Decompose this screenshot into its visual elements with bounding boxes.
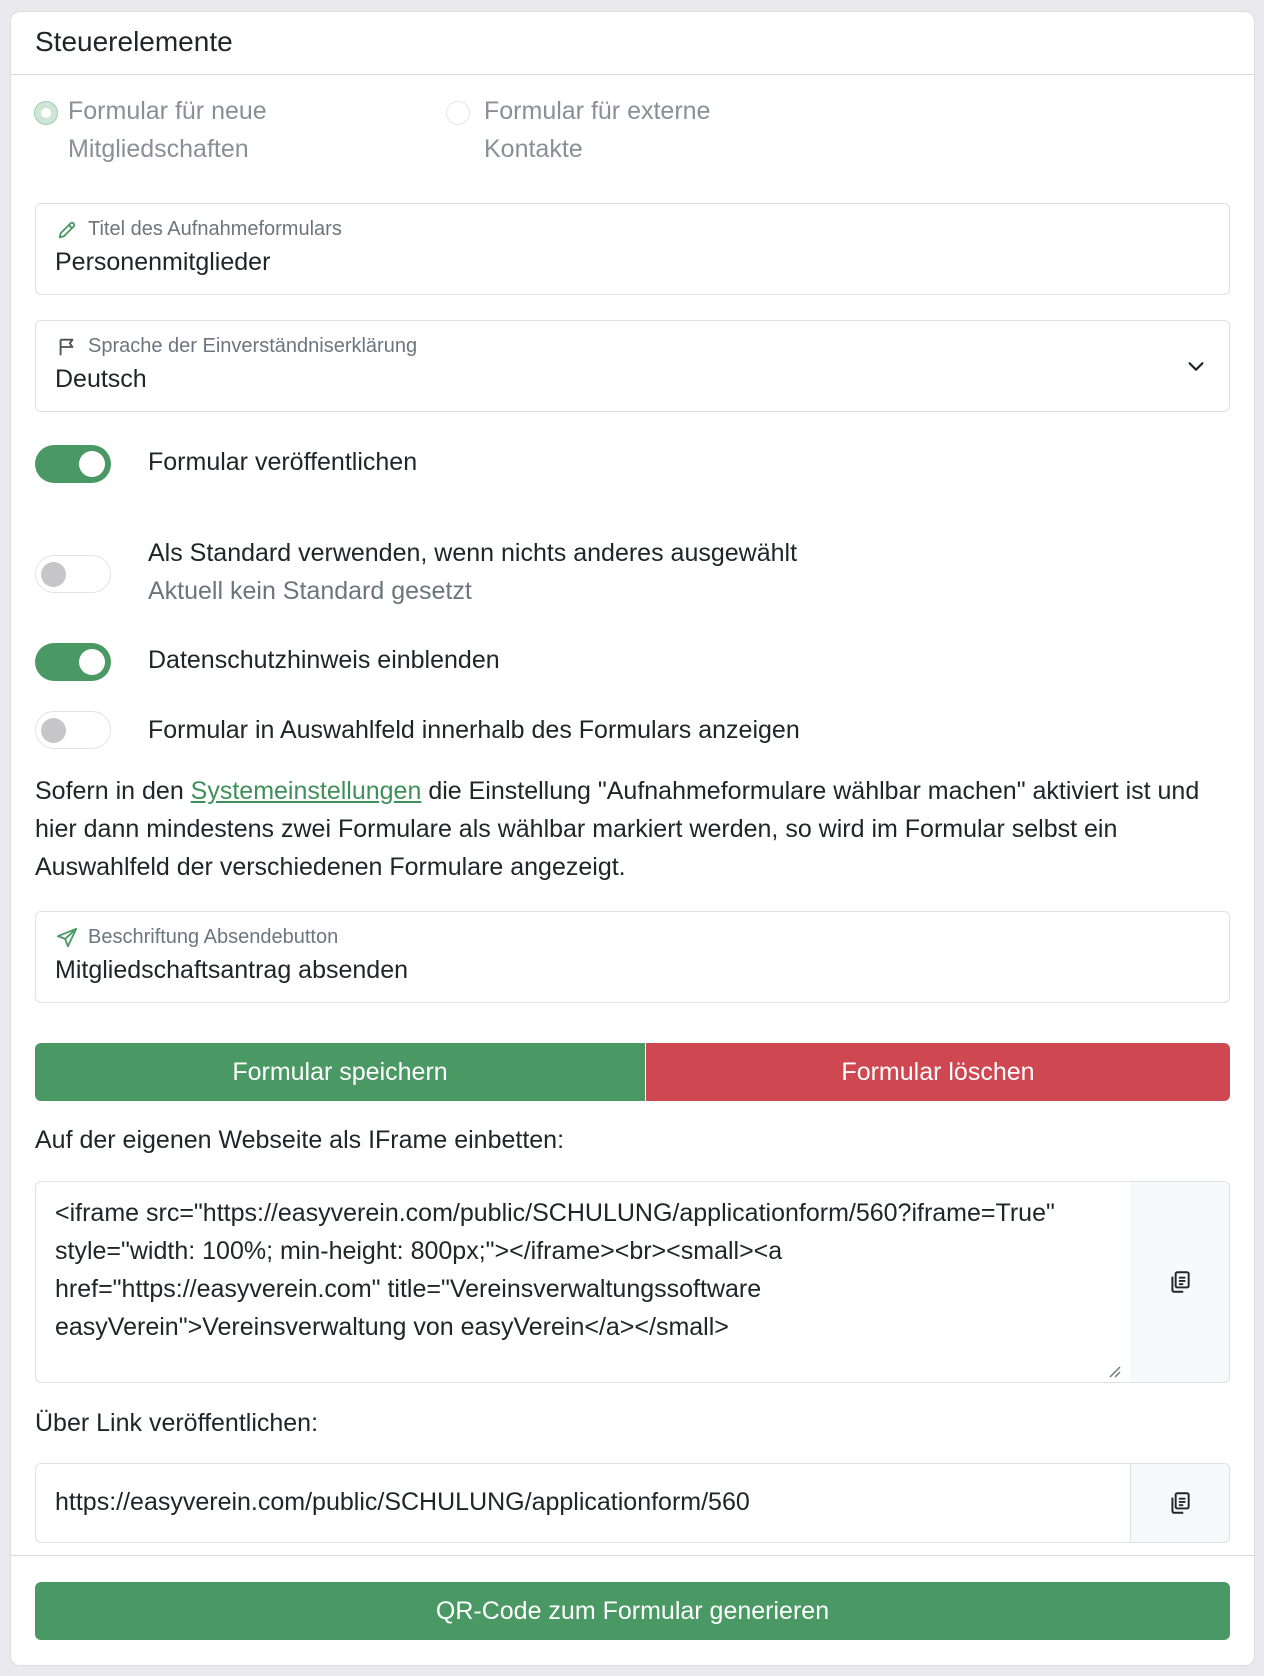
info-text-before: Sofern in den <box>35 777 191 805</box>
info-text-after: die Einstellung "Aufnahmeformulare wählbar machen" aktiviert ist und hier dann mindestens zwei Formulare als wählbar markiert werden, so wird im Formular selbst ein Auswahlfeld der verschiedenen Formulare angezeigt. <box>35 777 1200 881</box>
toggle-default-sublabel: Aktuell kein Standard gesetzt <box>148 577 472 605</box>
info-text <box>35 772 1235 886</box>
footer-divider <box>11 1555 1254 1556</box>
toggle-privacy[interactable] <box>35 643 111 681</box>
flag-icon <box>56 336 78 358</box>
form-title-input[interactable]: Personenmitglieder <box>55 248 271 276</box>
submit-label-label <box>56 926 338 949</box>
radio-label-line: Formular für neue <box>68 97 267 125</box>
toggle-privacy-label: Datenschutzhinweis einblenden <box>148 646 500 674</box>
copy-icon <box>1167 1490 1193 1516</box>
delete-form-button[interactable]: Formular löschen <box>646 1043 1230 1101</box>
embed-code-group <box>35 1181 1230 1383</box>
toggle-default[interactable] <box>35 555 111 593</box>
copy-icon <box>1167 1269 1193 1295</box>
toggle-selectable[interactable] <box>35 711 111 749</box>
radio-new-membership[interactable] <box>34 101 58 125</box>
system-settings-link[interactable]: Systemeinstellungen <box>190 777 422 805</box>
language-value: Deutsch <box>55 365 147 393</box>
language-label <box>56 335 417 358</box>
form-title-field[interactable] <box>35 203 1230 295</box>
card-title: Steuerelemente <box>35 26 233 57</box>
toggle-selectable-label: Formular in Auswahlfeld innerhalb des Formulars anzeigen <box>148 716 800 744</box>
radio-external-contacts-label[interactable] <box>484 92 710 168</box>
pencil-icon <box>56 219 78 241</box>
form-title-label <box>56 218 342 241</box>
send-icon <box>56 927 78 949</box>
radio-new-membership-label[interactable] <box>68 92 267 168</box>
controls-card <box>10 11 1255 1666</box>
resize-handle-icon[interactable] <box>1107 1364 1121 1378</box>
save-form-button[interactable]: Formular speichern <box>35 1043 645 1101</box>
radio-label-line: Mitgliedschaften <box>68 135 249 163</box>
card-header <box>11 12 1254 75</box>
radio-external-contacts[interactable] <box>446 101 470 125</box>
public-link-input[interactable]: https://easyverein.com/public/SCHULUNG/applicationform/560 <box>55 1488 750 1516</box>
link-group <box>35 1463 1230 1543</box>
radio-label-line: Kontakte <box>484 135 583 163</box>
embed-label: Auf der eigenen Webseite als IFrame einbetten: <box>35 1126 565 1154</box>
submit-label-label-text: Beschriftung Absendebutton <box>88 926 339 948</box>
submit-label-field[interactable] <box>35 911 1230 1003</box>
embed-code-textarea[interactable]: <iframe src="https://easyverein.com/public/SCHULUNG/applicationform/560?iframe=True" style="width: 100%; min-height: 800px;"></iframe><br><small><a href="https://easyverein.com" title="Vereinsverwaltungssoftware easyVerein">Vereinsverwaltung von easyVerein</a></small> <box>36 1182 1131 1382</box>
copy-link-button[interactable] <box>1130 1464 1229 1542</box>
form-title-label-text: Titel des Aufnahmeformulars <box>88 218 342 240</box>
radio-label-line: Formular für externe <box>484 97 711 125</box>
language-select[interactable] <box>35 320 1230 412</box>
language-label-text: Sprache der Einverständniserklärung <box>88 335 418 357</box>
copy-embed-button[interactable] <box>1130 1182 1229 1382</box>
generate-qr-button[interactable]: QR-Code zum Formular generieren <box>35 1582 1230 1640</box>
submit-label-input[interactable]: Mitgliedschaftsantrag absenden <box>55 956 409 984</box>
toggle-publish[interactable] <box>35 445 111 483</box>
toggle-publish-label: Formular veröffentlichen <box>148 448 418 476</box>
chevron-down-icon <box>1185 355 1207 377</box>
toggle-default-label: Als Standard verwenden, wenn nichts anderes ausgewählt <box>148 539 798 567</box>
link-label: Über Link veröffentlichen: <box>35 1409 319 1437</box>
